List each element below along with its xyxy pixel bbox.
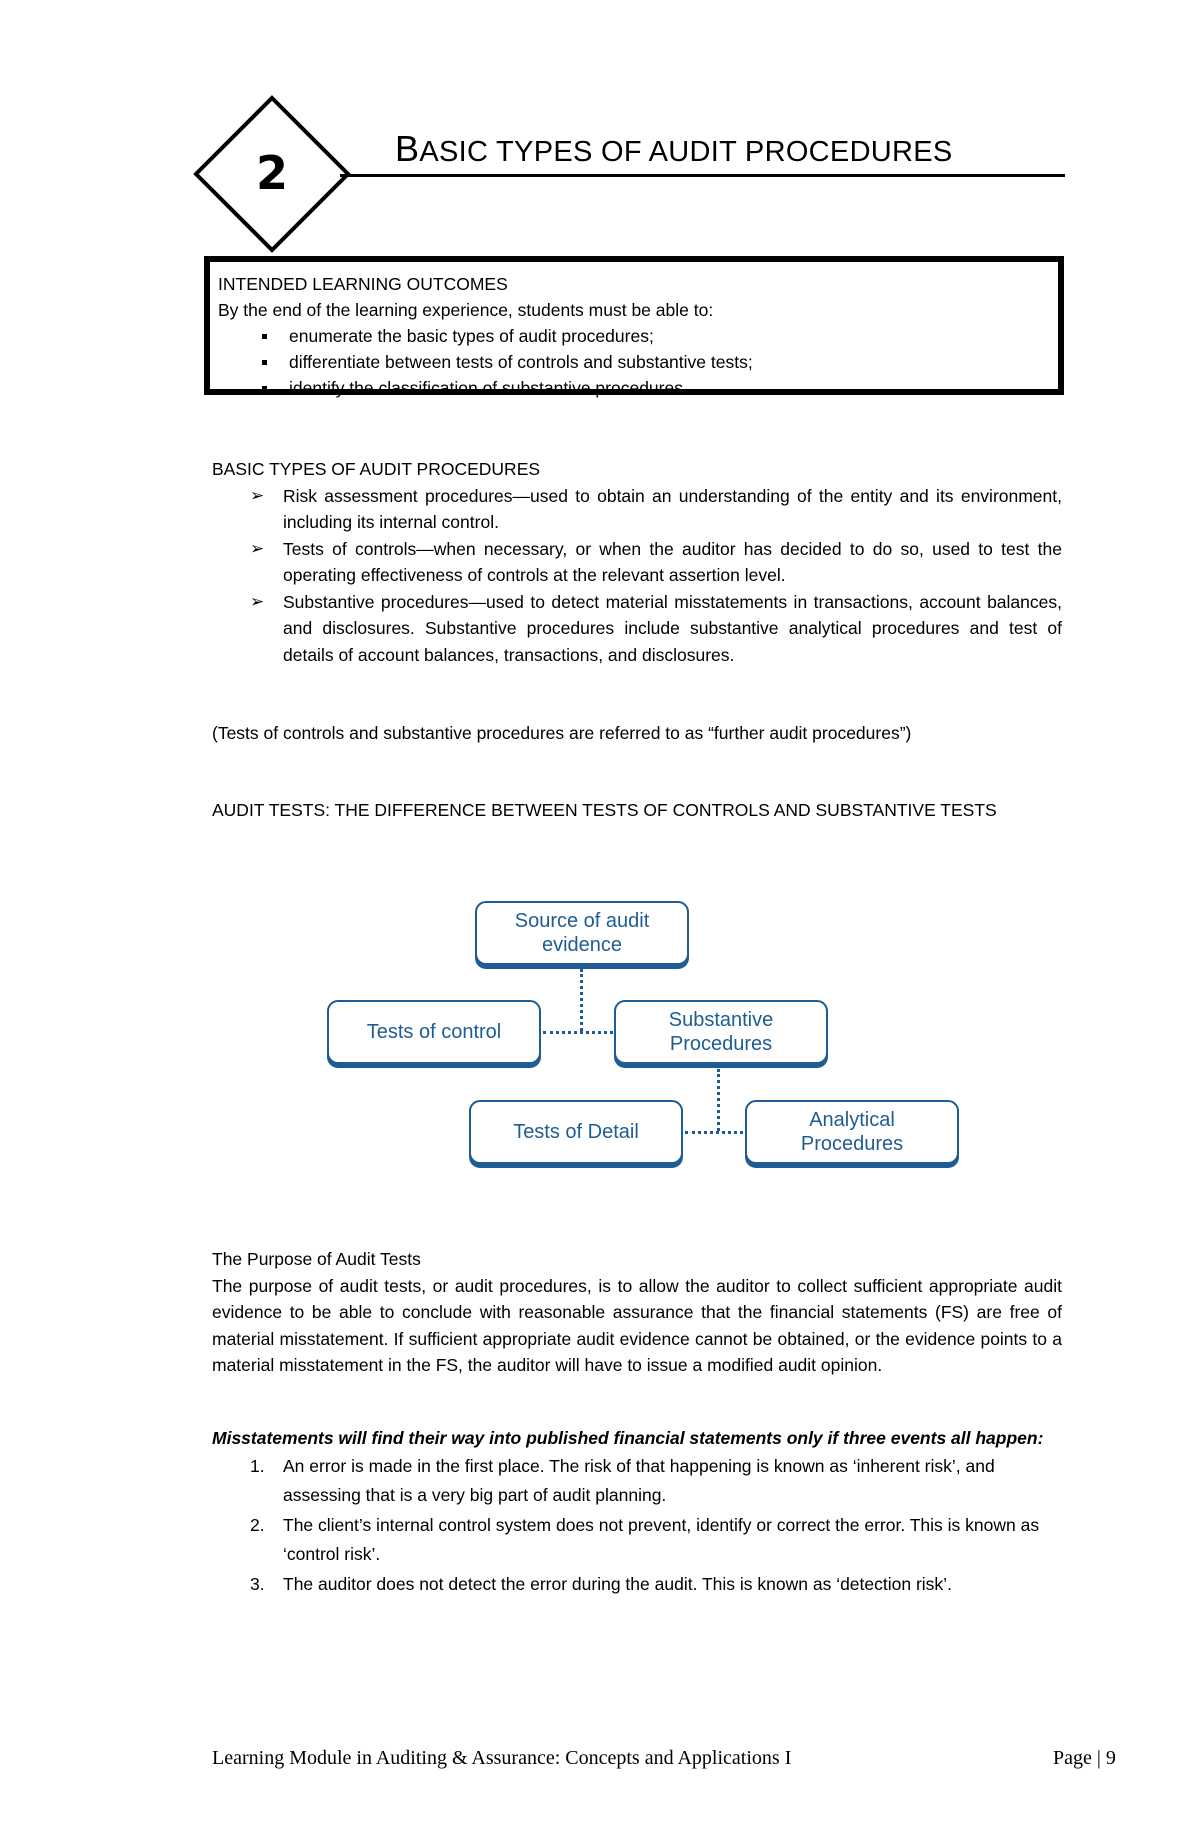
events-section [212, 1425, 1062, 1599]
footer-module-title: Learning Module in Auditing & Assurance: Concepts and Applications I [212, 1747, 792, 1769]
list-item: ➢ Substantive procedures—used to detect material misstatements in transactions, account balances, and disclosures. Substantive procedures include substantive analytical procedures and test of details of account balances, transactions, and disclosures. [212, 589, 1062, 669]
procedure-list [212, 483, 1062, 669]
section-heading: The Purpose of Audit Tests [212, 1249, 421, 1269]
node-substantive-procedures: Substantive Procedures [614, 1000, 828, 1064]
connector-line [685, 1131, 743, 1134]
connector-line [580, 969, 583, 1031]
purpose-section [212, 1246, 1062, 1379]
emphasis-statement: Misstatements will find their way into published financial statements only if three events all happen: [212, 1428, 1044, 1448]
purpose-paragraph: The purpose of audit tests, or audit procedures, is to allow the auditor to collect sufficient appropriate audit evidence to be able to conclude with reasonable assurance that the financial statements (FS) are free of material misstatement. If sufficient appropriate audit evidence cannot be obtained, or the evidence points to a material misstatement in the FS, the auditor will have to issue a modified audit opinion. [212, 1275, 1062, 1375]
basic-types-section [212, 456, 1062, 668]
audit-tests-heading: AUDIT TESTS: THE DIFFERENCE BETWEEN TESTS OF CONTROLS AND SUBSTANTIVE TESTS [212, 800, 997, 820]
list-item: ➢ Tests of controls—when necessary, or when the auditor has decided to do so, used to test the operating effectiveness of controls at the relevant assertion level. [212, 536, 1062, 589]
outcomes-intro: By the end of the learning experience, students must be able to: [218, 300, 714, 320]
learning-outcomes-box [204, 256, 1064, 398]
connector-line [543, 1031, 613, 1034]
outcomes-heading: INTENDED LEARNING OUTCOMES [218, 274, 508, 294]
node-tests-of-detail: Tests of Detail [469, 1100, 683, 1164]
arrow-bullet-icon: ➢ [250, 485, 265, 505]
list-item: 1. An error is made in the first place. The risk of that happening is known as ‘inherent risk’, and assessing that is a very big part of audit planning. [250, 1455, 995, 1505]
list-item: differentiate between tests of controls and substantive tests; [218, 349, 1050, 375]
node-analytical-procedures: Analytical Procedures [745, 1100, 959, 1164]
connector-line [717, 1069, 720, 1131]
list-item: 3. The auditor does not detect the error during the audit. This is known as ‘detection risk’. [250, 1573, 952, 1594]
title-divider [340, 174, 1065, 177]
arrow-bullet-icon: ➢ [250, 538, 265, 558]
list-item: enumerate the basic types of audit procedures; [218, 323, 1050, 349]
list-item: ➢ Risk assessment procedures—used to obtain an understanding of the entity and its environment, including its internal control. [212, 483, 1062, 536]
list-item: identify the classification of substantive procedures. [218, 375, 1050, 401]
events-list [212, 1452, 1062, 1600]
node-tests-of-control: Tests of control [327, 1000, 541, 1064]
node-source-of-audit-evidence: Source of audit evidence [475, 901, 689, 965]
list-item: 2. The client’s internal control system does not prevent, identify or correct the error. This is known as ‘control risk’. [250, 1514, 1040, 1564]
arrow-bullet-icon: ➢ [250, 591, 265, 611]
chapter-number: 2 [255, 146, 288, 200]
page-number: Page | 9 [1053, 1747, 1116, 1769]
further-procedures-note: (Tests of controls and substantive procedures are referred to as “further audit procedures”) [212, 723, 912, 743]
outcomes-list [218, 323, 1050, 401]
section-heading: BASIC TYPES OF AUDIT PROCEDURES [212, 459, 541, 479]
audit-evidence-diagram [318, 895, 968, 1175]
page-title: BASIC TYPES OF AUDIT PROCEDURES [395, 128, 953, 169]
